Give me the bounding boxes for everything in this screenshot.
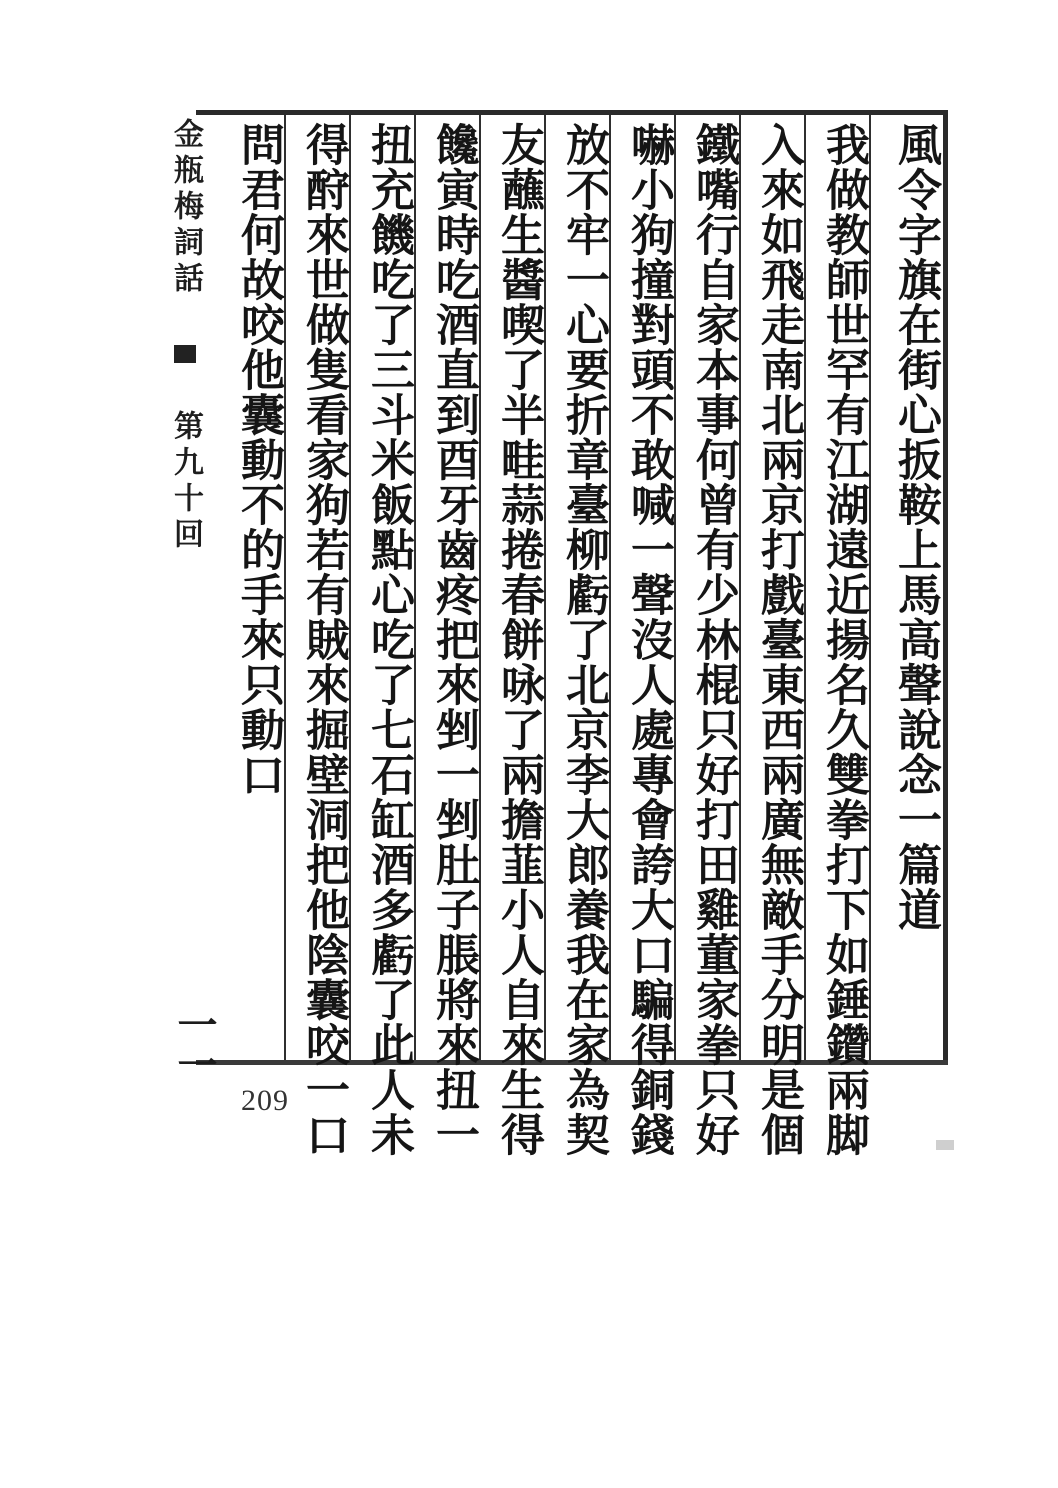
page-number: 209 [241, 1084, 289, 1117]
text-column-3: 入來如飛走南北兩京打戲臺東西兩廣無敵手分明是個 [753, 122, 804, 1157]
text-column-9: 扭充饑吃了三斗米飯點心吃了七石缸酒多虧了此人未 [363, 122, 414, 1157]
book-title: 金瓶梅詞話 [168, 118, 203, 298]
text-column-2: 我做教師世罕有江湖遠近揚名久雙拳打下如錘鑽兩脚 [818, 122, 869, 1157]
scan-smudge [936, 1140, 954, 1150]
frame-right-border [943, 110, 948, 1065]
text-column-7: 友蘸生醬喫了半畦蒜捲春餅咏了兩擔韮小人自來生得 [493, 122, 544, 1157]
text-column-5: 嚇小狗撞對頭不敢喊一聲沒人處專會誇大口騙得銅錢 [623, 122, 674, 1157]
text-column-8: 饞寅時吃酒直到酉牙齒疼把來剉一剉肚子脹將來扭一 [428, 122, 479, 1157]
text-column-6: 放不牢一心要折章臺柳虧了北京李大郎養我在家為契 [558, 122, 609, 1157]
text-column-4: 鐵嘴行自家本事何曾有少林棍只好打田雞董家拳只好 [688, 122, 739, 1157]
frame-top-border [196, 110, 948, 115]
text-column-10: 得酧來世做隻看家狗若有賊來掘壁洞把他陰囊咬一口 [298, 122, 349, 1157]
fishtail-mark [174, 345, 196, 363]
text-column-1: 風令字旗在街心扳鞍上馬高聲說念一篇道 [890, 122, 941, 932]
chapter-label: 第九十回 [168, 410, 203, 554]
margin-column [168, 118, 203, 554]
folio-number: 一一 [171, 1004, 218, 1084]
text-column-11: 問君何故咬他囊動不的手來只動口 [233, 122, 284, 797]
